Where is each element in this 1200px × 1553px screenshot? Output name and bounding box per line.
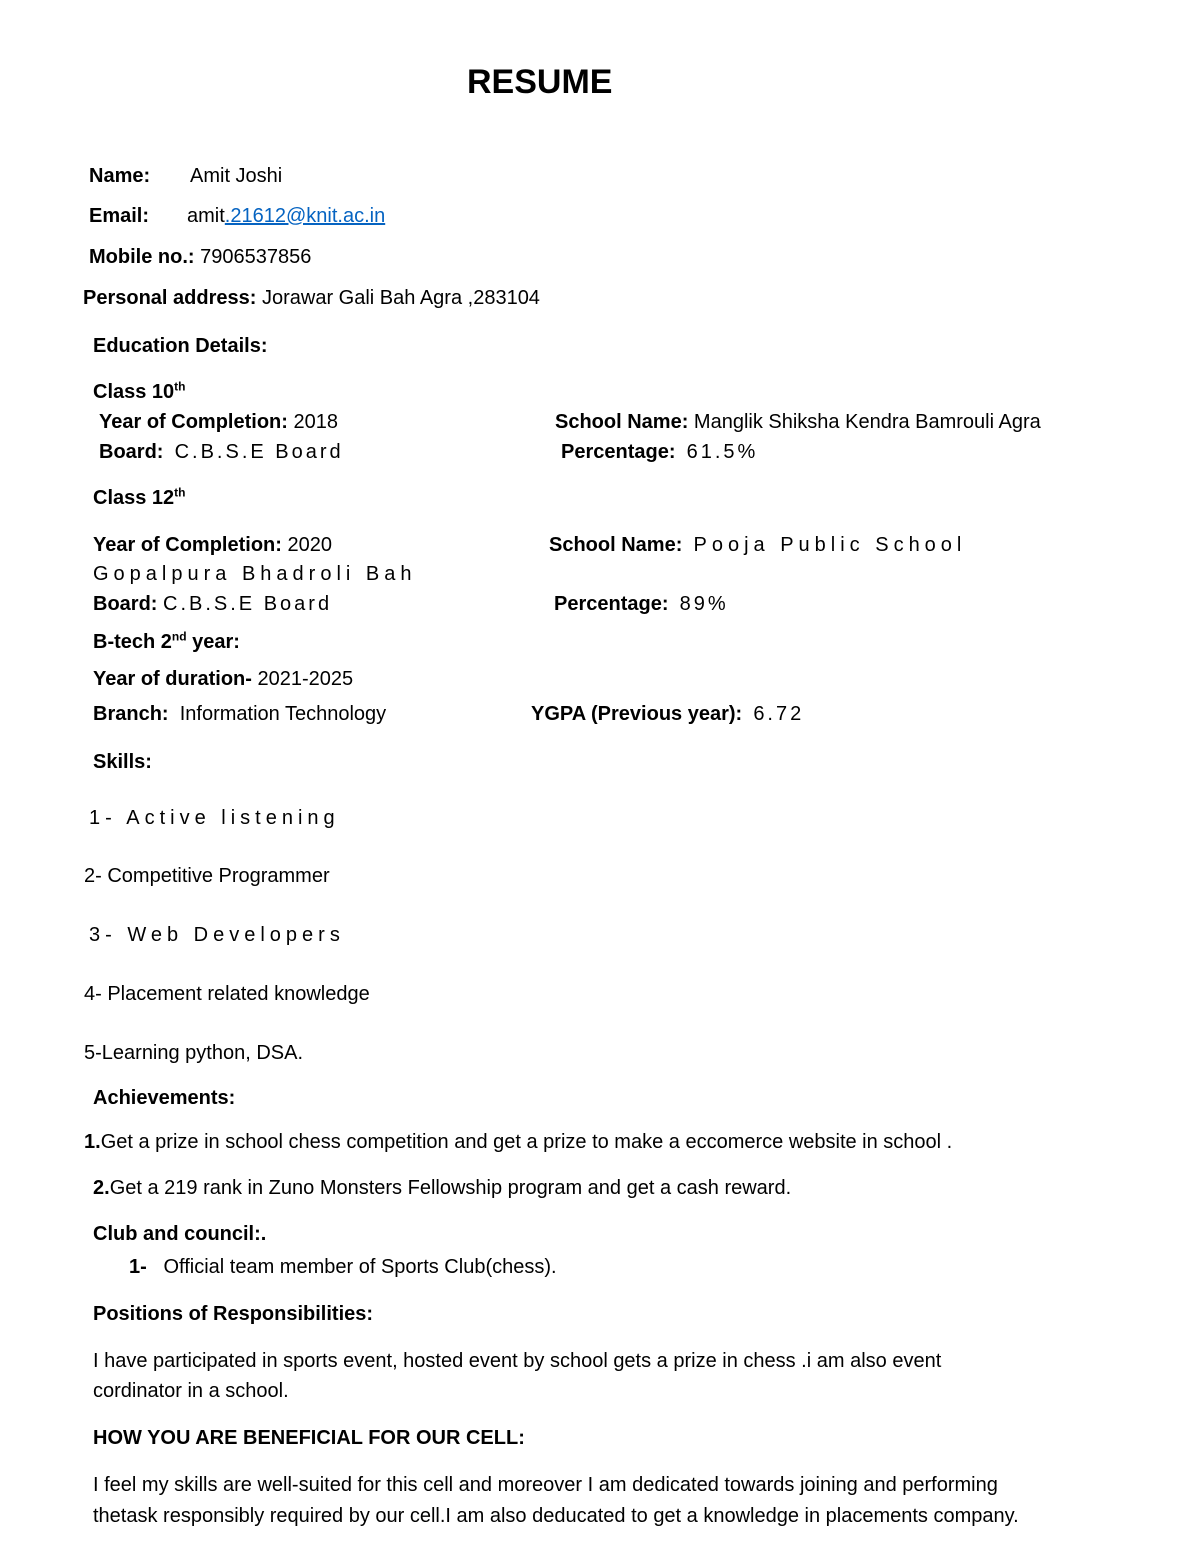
- btech-ygpa-value: 6.72: [753, 703, 805, 725]
- class10-board-value: C.B.S.E Board: [174, 441, 344, 463]
- class12-year-label: Year of Completion:: [93, 534, 282, 556]
- address-label: Personal address:: [83, 287, 257, 309]
- beneficial-heading: HOW YOU ARE BENEFICIAL FOR OUR CELL:: [93, 1427, 525, 1449]
- class12-school-value-cont: Gopalpura Bhadroli Bah: [93, 563, 417, 585]
- name-label: Name:: [89, 165, 151, 187]
- achievement-num: 1.: [84, 1131, 101, 1153]
- btech-duration-row: [93, 667, 353, 691]
- class10-percentage-label: Percentage:: [561, 441, 676, 463]
- address-row: [83, 286, 540, 310]
- class10-school-label: School Name:: [555, 411, 689, 433]
- address-value: Jorawar Gali Bah Agra ,283104: [261, 287, 540, 309]
- class10-heading: [93, 380, 186, 404]
- class10-heading-text: Class 10: [93, 381, 175, 403]
- btech-branch-label: Branch:: [93, 703, 169, 725]
- btech-duration-value: 2021-2025: [257, 668, 354, 690]
- class12-board-value: C.B.S.E Board: [163, 593, 333, 615]
- class10-school-value: Manglik Shiksha Kendra Bamrouli Agra: [693, 411, 1041, 433]
- positions-heading: Positions of Responsibilities:: [93, 1303, 374, 1325]
- skills-heading: Skills:: [93, 751, 152, 773]
- email-prefix: amit: [187, 205, 225, 227]
- class10-year-value: 2018: [293, 411, 338, 433]
- club-item: [129, 1255, 557, 1279]
- email-value: [187, 204, 385, 228]
- class12-sup: th: [174, 485, 186, 500]
- club-num: 1-: [129, 1256, 147, 1278]
- achievement-item: [93, 1176, 791, 1200]
- class12-board-row: [93, 592, 332, 616]
- achievements-heading: Achievements:: [93, 1087, 236, 1109]
- class10-percentage-value: 61.5%: [686, 441, 759, 463]
- class10-board-row: [99, 440, 344, 464]
- class10-sup: th: [174, 379, 186, 394]
- btech-heading: [93, 630, 240, 654]
- mobile-value: 7906537856: [200, 246, 312, 268]
- positions-line: I have participated in sports event, hosted event by school gets a prize in chess .i am also event: [93, 1350, 942, 1372]
- achievement-num: 2.: [93, 1177, 110, 1199]
- positions-line: cordinator in a school.: [93, 1380, 289, 1402]
- btech-ygpa-row: [531, 702, 804, 726]
- class10-school-row: [555, 410, 1041, 434]
- class12-school-value: Pooja Public School: [693, 534, 967, 556]
- class12-percentage-value: 89%: [679, 593, 729, 615]
- class12-school-row: [549, 533, 966, 557]
- email-link[interactable]: .21612@knit.ac.in: [224, 205, 386, 227]
- achievement-item: [84, 1130, 952, 1154]
- btech-heading-text: B-tech 2: [93, 631, 172, 653]
- btech-ygpa-label: YGPA (Previous year):: [531, 703, 743, 725]
- skill-item: 5-Learning python, DSA.: [84, 1042, 304, 1064]
- class10-percentage-row: [561, 440, 758, 464]
- name-value: Amit Joshi: [190, 165, 283, 187]
- class12-heading: [93, 486, 186, 510]
- class10-year-label: Year of Completion:: [99, 411, 288, 433]
- achievement-text: Get a prize in school chess competition and get a prize to make a eccomerce website in school .: [100, 1131, 953, 1153]
- btech-branch-value: Information Technology: [179, 703, 387, 725]
- class12-year-row: [93, 533, 332, 557]
- btech-branch-row: [93, 702, 386, 726]
- mobile-label: Mobile no.:: [89, 246, 195, 268]
- class12-board-label: Board:: [93, 593, 158, 615]
- class12-school-label: School Name:: [549, 534, 683, 556]
- skill-item: 3- Web Developers: [89, 924, 345, 946]
- beneficial-line: I feel my skills are well-suited for this cell and moreover I am dedicated towards joining and performing: [93, 1474, 998, 1496]
- class12-heading-text: Class 12: [93, 487, 175, 509]
- email-label: Email:: [89, 205, 150, 227]
- skill-item: 4- Placement related knowledge: [84, 983, 370, 1005]
- class12-year-value: 2020: [287, 534, 332, 556]
- class12-percentage-row: [554, 592, 729, 616]
- btech-heading-post: year:: [186, 631, 240, 653]
- skill-item: 1- Active listening: [89, 807, 340, 829]
- beneficial-line: thetask responsibly required by our cell.I am also deducated to get a knowledge in placements company.: [93, 1505, 1019, 1527]
- achievement-text: Get a 219 rank in Zuno Monsters Fellowship program and get a cash reward.: [109, 1177, 792, 1199]
- page-title: RESUME: [467, 63, 613, 101]
- class12-percentage-label: Percentage:: [554, 593, 669, 615]
- clubs-heading: Club and council:.: [93, 1223, 267, 1245]
- btech-duration-label: Year of duration-: [93, 668, 252, 690]
- education-heading: Education Details:: [93, 335, 268, 357]
- class10-board-label: Board:: [99, 441, 164, 463]
- btech-sup: nd: [171, 629, 187, 644]
- skill-item: 2- Competitive Programmer: [84, 865, 330, 887]
- mobile-row: [89, 245, 311, 269]
- class10-year-row: [99, 410, 338, 434]
- club-text: Official team member of Sports Club(chess).: [163, 1256, 557, 1278]
